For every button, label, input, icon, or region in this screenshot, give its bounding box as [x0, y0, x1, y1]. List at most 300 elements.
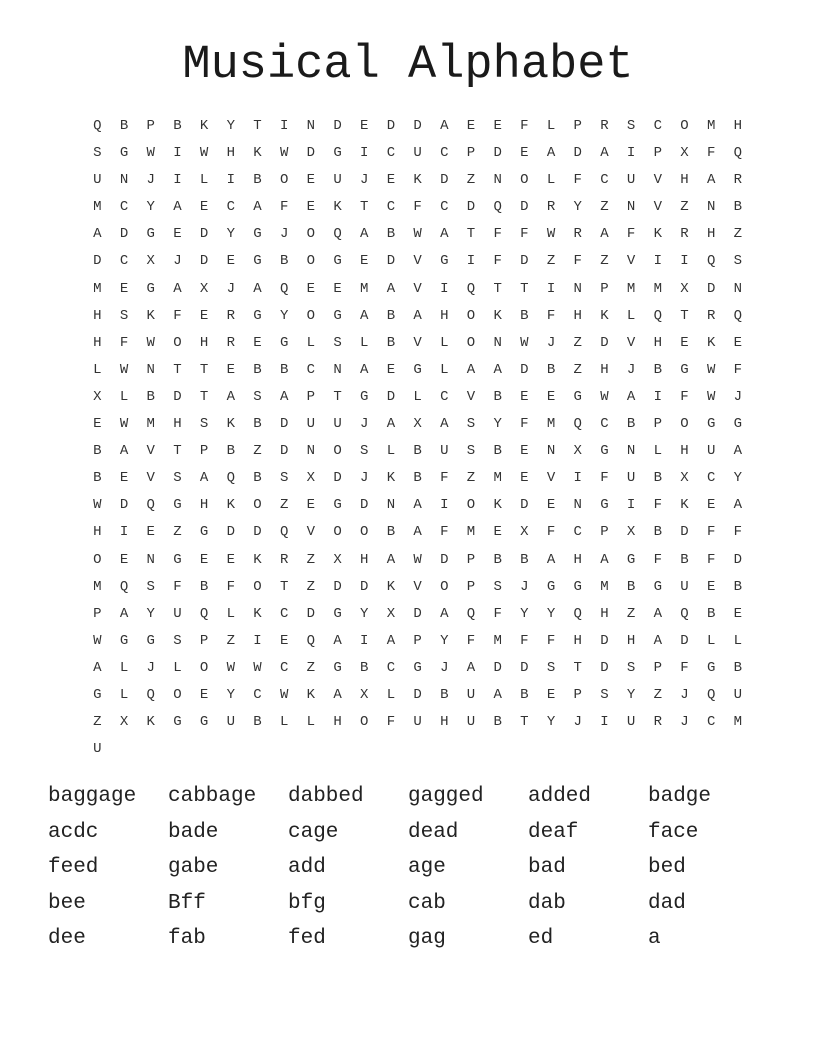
grid-letter: G: [253, 226, 262, 243]
grid-letter: G: [253, 307, 262, 324]
grid-letter: E: [306, 497, 316, 514]
grid-letter: L: [173, 659, 182, 676]
grid-letter: B: [279, 361, 289, 378]
grid-letter: J: [360, 172, 369, 189]
grid-letter: F: [573, 253, 582, 270]
grid-letter: P: [466, 145, 476, 162]
grid-letter: W: [253, 659, 262, 676]
grid-letter: Z: [253, 443, 262, 460]
grid-letter: F: [520, 226, 529, 243]
grid-letter: U: [706, 443, 716, 460]
word-list-item: cabbage: [168, 785, 257, 808]
grid-letter: V: [306, 524, 316, 541]
grid-letter: F: [706, 145, 716, 162]
grid-letter: C: [653, 118, 662, 134]
grid-letter: V: [546, 470, 556, 487]
grid-letter: B: [626, 578, 636, 595]
grid-letter: K: [199, 118, 209, 134]
grid-letter: W: [93, 497, 102, 514]
grid-letter: W: [600, 388, 609, 405]
grid-letter: V: [146, 443, 155, 460]
grid-letter: A: [706, 172, 716, 189]
grid-letter: F: [226, 578, 235, 595]
grid-letter: O: [360, 714, 369, 731]
grid-letter: I: [626, 497, 636, 514]
grid-letter: I: [226, 172, 235, 189]
grid-letter: F: [600, 470, 609, 487]
grid-letter: B: [253, 416, 262, 433]
grid-letter: U: [466, 686, 476, 703]
grid-letter: E: [680, 334, 689, 351]
grid-letter: P: [466, 578, 476, 595]
grid-letter: A: [733, 497, 743, 514]
grid-letter: K: [680, 497, 689, 514]
grid-letter: M: [146, 416, 155, 433]
grid-letter: A: [413, 307, 422, 324]
grid-letter: E: [119, 280, 129, 297]
grid-letter: G: [706, 416, 716, 433]
grid-letter: C: [573, 524, 582, 541]
grid-letter: B: [279, 253, 289, 270]
grid-letter: P: [199, 632, 209, 649]
grid-letter: Q: [733, 307, 743, 324]
grid-letter: T: [279, 578, 289, 595]
grid-letter: A: [360, 361, 369, 378]
grid-letter: E: [199, 307, 209, 324]
grid-letter: G: [333, 497, 342, 514]
grid-letter: V: [146, 470, 155, 487]
grid-letter: H: [706, 226, 716, 243]
grid-letter: O: [360, 524, 369, 541]
grid-letter: D: [119, 226, 129, 243]
grid-letter: A: [600, 226, 609, 243]
grid-letter: Y: [520, 605, 529, 622]
grid-letter: N: [733, 280, 743, 297]
grid-letter: N: [146, 551, 155, 568]
grid-letter: V: [413, 253, 422, 270]
grid-letter: X: [680, 145, 689, 162]
grid-letter: U: [333, 172, 342, 189]
grid-letter: Z: [93, 714, 102, 731]
grid-letter: F: [653, 497, 662, 514]
grid-letter: H: [333, 714, 342, 731]
grid-letter: D: [733, 551, 743, 568]
grid-letter: B: [493, 388, 502, 405]
grid-letter: E: [333, 280, 342, 297]
grid-letter: R: [600, 118, 609, 134]
grid-letter: Y: [440, 632, 449, 649]
grid-letter: K: [306, 686, 316, 703]
grid-letter: A: [279, 388, 289, 405]
grid-letter: T: [173, 443, 182, 460]
grid-letter: B: [733, 659, 743, 676]
grid-letter: G: [146, 632, 155, 649]
grid-letter: Z: [573, 361, 582, 378]
grid-letter: H: [626, 632, 636, 649]
grid-letter: P: [93, 605, 102, 622]
grid-letter: Q: [306, 632, 316, 649]
grid-letter: E: [199, 686, 209, 703]
grid-letter: G: [173, 551, 182, 568]
grid-letter: A: [653, 605, 662, 622]
grid-letter: D: [466, 199, 476, 216]
grid-letter: Q: [146, 686, 155, 703]
grid-letter: R: [706, 307, 716, 324]
grid-letter: Q: [199, 605, 209, 622]
grid-letter: U: [626, 470, 636, 487]
grid-letter: V: [626, 334, 636, 351]
grid-letter: P: [146, 118, 155, 134]
grid-letter: D: [386, 118, 396, 134]
grid-letter: M: [360, 280, 369, 297]
grid-letter: Q: [279, 280, 289, 297]
grid-letter: I: [573, 470, 582, 487]
grid-letter: A: [546, 145, 556, 162]
grid-letter: F: [119, 334, 129, 351]
grid-letter: C: [386, 199, 396, 216]
grid-letter: B: [93, 443, 102, 460]
grid-letter: T: [333, 388, 342, 405]
grid-letter: J: [573, 714, 582, 731]
grid-letter: B: [253, 714, 262, 731]
grid-letter: H: [93, 307, 102, 324]
grid-letter: O: [253, 578, 262, 595]
grid-letter: S: [333, 334, 342, 351]
grid-letter: B: [520, 551, 529, 568]
grid-letter: Y: [493, 416, 502, 433]
grid-letter: K: [226, 497, 235, 514]
grid-letter: L: [306, 334, 316, 351]
grid-letter: F: [413, 199, 422, 216]
grid-letter: B: [146, 388, 155, 405]
grid-letter: A: [733, 443, 743, 460]
word-list-item: dead: [408, 820, 459, 844]
grid-letter: D: [520, 361, 529, 378]
word-list-item: dab: [528, 891, 566, 915]
grid-letter: E: [733, 605, 743, 622]
grid-letter: W: [146, 145, 155, 162]
grid-letter: U: [440, 443, 449, 460]
grid-letter: I: [173, 172, 182, 189]
grid-letter: B: [93, 470, 102, 487]
grid-letter: Z: [226, 632, 235, 649]
grid-letter: T: [520, 280, 529, 297]
grid-letter: A: [466, 361, 476, 378]
grid-letter: D: [493, 145, 502, 162]
grid-letter: A: [93, 226, 102, 243]
grid-letter: G: [279, 334, 289, 351]
grid-letter: E: [520, 145, 529, 162]
grid-letter: Q: [733, 145, 743, 162]
grid-letter: G: [199, 714, 209, 731]
grid-letter: D: [199, 253, 209, 270]
grid-letter: E: [119, 551, 129, 568]
grid-letter: Z: [279, 497, 289, 514]
grid-letter: F: [626, 226, 636, 243]
grid-letter: E: [306, 172, 316, 189]
grid-letter: L: [386, 686, 396, 703]
grid-letter: U: [306, 416, 316, 433]
grid-letter: V: [413, 578, 422, 595]
grid-letter: S: [173, 632, 182, 649]
grid-letter: K: [253, 145, 262, 162]
grid-letter: S: [493, 578, 502, 595]
grid-letter: F: [733, 361, 743, 378]
grid-letter: F: [653, 551, 662, 568]
grid-letter: B: [520, 307, 529, 324]
grid-letter: C: [253, 686, 262, 703]
grid-letter: K: [253, 605, 262, 622]
grid-letter: C: [600, 416, 609, 433]
grid-letter: G: [413, 361, 422, 378]
grid-letter: B: [626, 416, 636, 433]
grid-letter: M: [93, 280, 102, 297]
grid-letter: Z: [306, 551, 316, 568]
grid-letter: B: [199, 578, 209, 595]
grid-letter: I: [279, 118, 289, 134]
word-list-item: a: [648, 927, 661, 951]
grid-letter: C: [386, 659, 396, 676]
grid-letter: W: [279, 686, 289, 703]
grid-letter: A: [440, 605, 449, 622]
grid-letter: N: [493, 334, 502, 351]
grid-letter: F: [733, 524, 743, 541]
grid-letter: F: [466, 632, 476, 649]
grid-letter: C: [119, 253, 129, 270]
grid-letter: F: [546, 632, 556, 649]
grid-letter: J: [360, 416, 369, 433]
grid-letter: C: [706, 470, 716, 487]
grid-letter: B: [413, 443, 422, 460]
grid-letter: L: [653, 443, 662, 460]
grid-letter: E: [706, 578, 716, 595]
grid-letter: E: [253, 334, 262, 351]
grid-letter: Q: [93, 118, 102, 134]
grid-letter: J: [146, 659, 155, 676]
grid-letter: P: [653, 145, 662, 162]
grid-letter: G: [173, 714, 182, 731]
grid-letter: D: [386, 253, 396, 270]
grid-letter: C: [119, 199, 129, 216]
grid-letter: W: [279, 145, 289, 162]
grid-letter: A: [493, 686, 502, 703]
grid-letter: K: [226, 416, 235, 433]
grid-letter: G: [146, 280, 155, 297]
grid-letter: O: [199, 659, 209, 676]
grid-letter: P: [413, 632, 422, 649]
grid-letter: A: [119, 605, 129, 622]
grid-letter: R: [653, 714, 662, 731]
grid-letter: Q: [279, 524, 289, 541]
grid-letter: B: [253, 470, 262, 487]
grid-letter: A: [360, 226, 369, 243]
page-title: Musical Alphabet: [182, 39, 634, 92]
grid-letter: N: [333, 361, 342, 378]
grid-letter: B: [680, 551, 689, 568]
grid-letter: E: [706, 497, 716, 514]
grid-letter: B: [386, 226, 396, 243]
grid-letter: F: [279, 199, 289, 216]
grid-letter: V: [653, 199, 662, 216]
grid-letter: F: [493, 253, 502, 270]
grid-letter: D: [413, 605, 422, 622]
grid-letter: G: [93, 686, 102, 703]
grid-letter: E: [360, 118, 369, 134]
word-list-item: gabe: [168, 856, 219, 880]
grid-letter: T: [680, 307, 689, 324]
grid-letter: D: [306, 145, 316, 162]
grid-letter: N: [626, 199, 636, 216]
word-list-item: baggage: [48, 785, 137, 808]
grid-letter: M: [706, 118, 716, 134]
grid-letter: I: [440, 497, 449, 514]
grid-letter: J: [146, 172, 155, 189]
grid-letter: O: [520, 172, 529, 189]
word-list-item: bee: [48, 891, 86, 915]
grid-letter: O: [253, 497, 262, 514]
grid-letter: Q: [680, 605, 689, 622]
word-list-item: feed: [48, 856, 99, 880]
word-list-item: ed: [528, 927, 554, 951]
grid-letter: A: [440, 226, 449, 243]
grid-letter: A: [386, 280, 396, 297]
grid-letter: H: [93, 334, 102, 351]
grid-letter: Y: [360, 605, 369, 622]
grid-letter: I: [680, 253, 689, 270]
grid-letter: F: [520, 118, 529, 134]
grid-letter: E: [173, 226, 182, 243]
grid-letter: N: [306, 118, 316, 134]
grid-letter: E: [386, 172, 396, 189]
grid-letter: E: [226, 253, 235, 270]
grid-letter: A: [333, 632, 342, 649]
grid-letter: Z: [600, 253, 609, 270]
grid-letter: L: [626, 307, 636, 324]
word-list-item: bad: [528, 856, 566, 880]
grid-letter: O: [466, 497, 476, 514]
grid-letter: J: [226, 280, 235, 297]
grid-letter: M: [626, 280, 636, 297]
grid-letter: U: [680, 578, 689, 595]
grid-letter: R: [226, 307, 235, 324]
grid-letter: B: [653, 524, 662, 541]
grid-letter: P: [573, 118, 582, 134]
grid-letter: V: [413, 280, 422, 297]
grid-letter: B: [173, 118, 182, 134]
grid-letter: E: [466, 118, 476, 134]
grid-letter: T: [493, 280, 502, 297]
grid-letter: R: [680, 226, 689, 243]
grid-letter: D: [520, 199, 529, 216]
grid-letter: R: [573, 226, 582, 243]
word-list-item: cab: [408, 891, 446, 915]
grid-letter: P: [466, 551, 476, 568]
grid-letter: N: [306, 443, 316, 460]
grid-letter: G: [333, 253, 342, 270]
grid-letter: E: [199, 199, 209, 216]
grid-letter: D: [680, 632, 689, 649]
grid-letter: K: [600, 307, 609, 324]
grid-letter: D: [600, 659, 609, 676]
grid-letter: L: [706, 632, 716, 649]
grid-letter: B: [413, 470, 422, 487]
grid-letter: Q: [119, 578, 129, 595]
grid-letter: D: [199, 226, 209, 243]
grid-letter: F: [546, 307, 556, 324]
grid-letter: U: [93, 172, 102, 189]
grid-letter: C: [706, 714, 716, 731]
grid-letter: O: [333, 443, 342, 460]
grid-letter: H: [440, 307, 449, 324]
grid-letter: U: [466, 714, 476, 731]
grid-letter: B: [493, 443, 502, 460]
grid-letter: P: [600, 280, 609, 297]
grid-letter: F: [173, 307, 182, 324]
grid-letter: A: [226, 388, 235, 405]
grid-letter: P: [653, 416, 662, 433]
grid-letter: M: [466, 524, 476, 541]
grid-letter: X: [199, 280, 209, 297]
grid-letter: X: [573, 443, 582, 460]
grid-letter: G: [600, 497, 609, 514]
grid-letter: Q: [146, 497, 155, 514]
grid-letter: H: [93, 524, 102, 541]
grid-letter: S: [733, 253, 743, 270]
grid-letter: Y: [146, 605, 155, 622]
grid-letter: H: [600, 605, 609, 622]
grid-letter: D: [573, 145, 582, 162]
grid-letter: B: [653, 470, 662, 487]
grid-letter: A: [253, 280, 262, 297]
grid-letter: W: [413, 226, 422, 243]
grid-letter: O: [173, 686, 182, 703]
grid-letter: E: [520, 388, 529, 405]
grid-letter: E: [93, 416, 102, 433]
grid-letter: A: [440, 416, 449, 433]
grid-letter: R: [279, 551, 289, 568]
grid-letter: Z: [173, 524, 182, 541]
grid-letter: R: [733, 172, 743, 189]
grid-letter: G: [333, 605, 342, 622]
grid-letter: E: [199, 551, 209, 568]
grid-letter: A: [333, 686, 342, 703]
grid-letter: T: [466, 226, 476, 243]
grid-letter: G: [199, 524, 209, 541]
grid-letter: E: [733, 334, 743, 351]
grid-letter: G: [146, 226, 155, 243]
grid-letter: F: [706, 551, 716, 568]
grid-letter: S: [93, 145, 102, 162]
grid-letter: I: [600, 714, 609, 731]
grid-letter: J: [520, 578, 529, 595]
grid-letter: O: [680, 118, 689, 134]
grid-letter: U: [733, 686, 743, 703]
grid-letter: O: [333, 524, 342, 541]
grid-letter: F: [493, 226, 502, 243]
grid-letter: L: [119, 686, 129, 703]
grid-letter: H: [199, 497, 209, 514]
grid-letter: W: [520, 334, 529, 351]
grid-letter: N: [146, 361, 155, 378]
grid-letter: W: [226, 659, 235, 676]
grid-letter: S: [466, 443, 476, 460]
grid-letter: U: [626, 172, 636, 189]
grid-letter: X: [119, 714, 129, 731]
grid-letter: K: [253, 551, 262, 568]
grid-letter: Z: [546, 253, 556, 270]
grid-letter: Z: [733, 226, 743, 243]
grid-letter: S: [119, 307, 129, 324]
